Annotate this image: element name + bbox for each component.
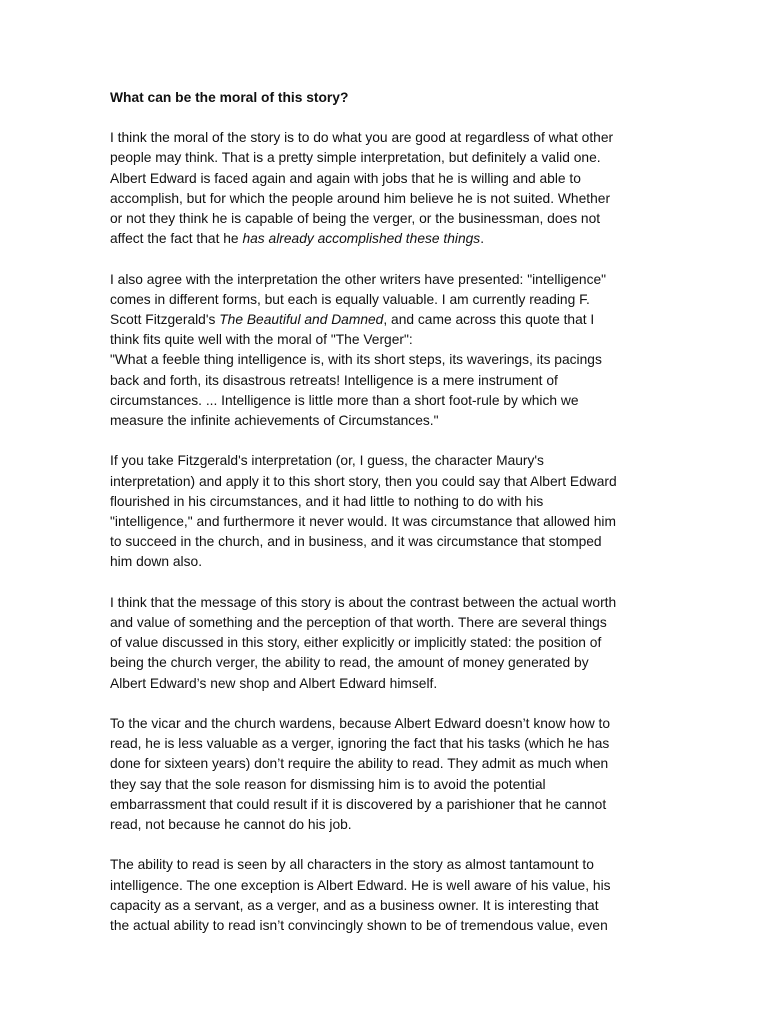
paragraph-line: they say that the sole reason for dismissing him is to avoid the potential (110, 776, 546, 792)
paragraph-line: comes in different forms, but each is equally valuable. I am currently reading F. (110, 291, 590, 307)
paragraph-line: If you take Fitzgerald's interpretation (or, I guess, the character Maury's (110, 453, 544, 469)
text-run: , and came across this quote that I (383, 312, 595, 328)
paragraph-line: I think that the message of this story is about the contrast between the actual worth (110, 594, 617, 610)
paragraph-line: think fits quite well with the moral of "The Verger": (110, 332, 413, 348)
question-heading: What can be the moral of this story? (110, 90, 349, 105)
paragraph-line: flourished in his circumstances, and it had little to nothing to do with his (110, 493, 544, 509)
paragraph-2 (110, 270, 658, 432)
paragraph-line: Albert Edward is faced again and again with jobs that he is willing and able to (110, 170, 581, 186)
paragraph-1 (110, 128, 658, 249)
paragraph-line: or not they think he is capable of being the verger, or the businessman, does not (110, 211, 601, 227)
paragraph-line: accomplish, but for which the people around him believe he is not suited. Whether (110, 190, 611, 206)
paragraph-line: intelligence. The one exception is Albert Edward. He is well aware of his value, his (110, 877, 611, 893)
paragraph-line: I also agree with the interpretation the other writers have presented: "intelligence" (110, 271, 607, 287)
paragraph-line: Albert Edward’s new shop and Albert Edward himself. (110, 675, 438, 691)
italic-phrase: has already accomplished these things (242, 231, 481, 247)
paragraph-line: I think the moral of the story is to do what you are good at regardless of what other (110, 130, 614, 146)
paragraph-line: people may think. That is a pretty simple interpretation, but definitely a valid one. (110, 150, 601, 166)
paragraph-line: to succeed in the church, and in business, and it was circumstance that stomped (110, 534, 602, 550)
paragraph-line (110, 229, 658, 249)
text-run: . (480, 231, 485, 247)
paragraph-line (110, 310, 658, 330)
paragraph-line: capacity as a servant, as a verger, and as a business owner. It is interesting that (110, 897, 599, 913)
document-body (110, 88, 658, 956)
text-run: Scott Fitzgerald's (110, 312, 220, 328)
paragraph-3 (110, 451, 658, 572)
text-run: affect the fact that he (110, 231, 243, 247)
paragraph-line: of value discussed in this story, either explicitly or implicitly stated: the position of (110, 635, 602, 651)
paragraph-line: being the church verger, the ability to read, the amount of money generated by (110, 655, 589, 671)
quote-line: "What a feeble thing intelligence is, with its short steps, its waverings, its pacings (110, 352, 602, 368)
paragraph-line: and value of something and the perception of that worth. There are several things (110, 615, 607, 631)
paragraph-line: "intelligence," and furthermore it never would. It was circumstance that allowed him (110, 514, 616, 530)
paragraph-6 (110, 855, 658, 936)
quote-line: circumstances. ... Intelligence is little more than a short foot-rule by which we (110, 392, 579, 408)
quote-line: back and forth, its disastrous retreats! Intelligence is a mere instrument of (110, 372, 558, 388)
paragraph-line: read, he is less valuable as a verger, ignoring the fact that his tasks (which he has (110, 736, 610, 752)
paragraph-5 (110, 714, 658, 835)
paragraph-line: interpretation) and apply it to this short story, then you could say that Albert Edward (110, 473, 617, 489)
paragraph-line: The ability to read is seen by all characters in the story as almost tantamount to (110, 857, 594, 873)
paragraph-line: done for sixteen years) don’t require the ability to read. They admit as much when (110, 756, 609, 772)
quote-line: measure the infinite achievements of Circumstances." (110, 413, 439, 429)
paragraph-line: To the vicar and the church wardens, because Albert Edward doesn’t know how to (110, 716, 611, 732)
paragraph-4 (110, 593, 658, 694)
paragraph-line: him down also. (110, 554, 203, 570)
paragraph-line: embarrassment that could result if it is discovered by a parishioner that he cannot (110, 796, 607, 812)
book-title: The Beautiful and Damned (219, 312, 384, 328)
paragraph-line: read, not because he cannot do his job. (110, 817, 352, 833)
paragraph-line: the actual ability to read isn’t convincingly shown to be of tremendous value, even (110, 918, 608, 934)
